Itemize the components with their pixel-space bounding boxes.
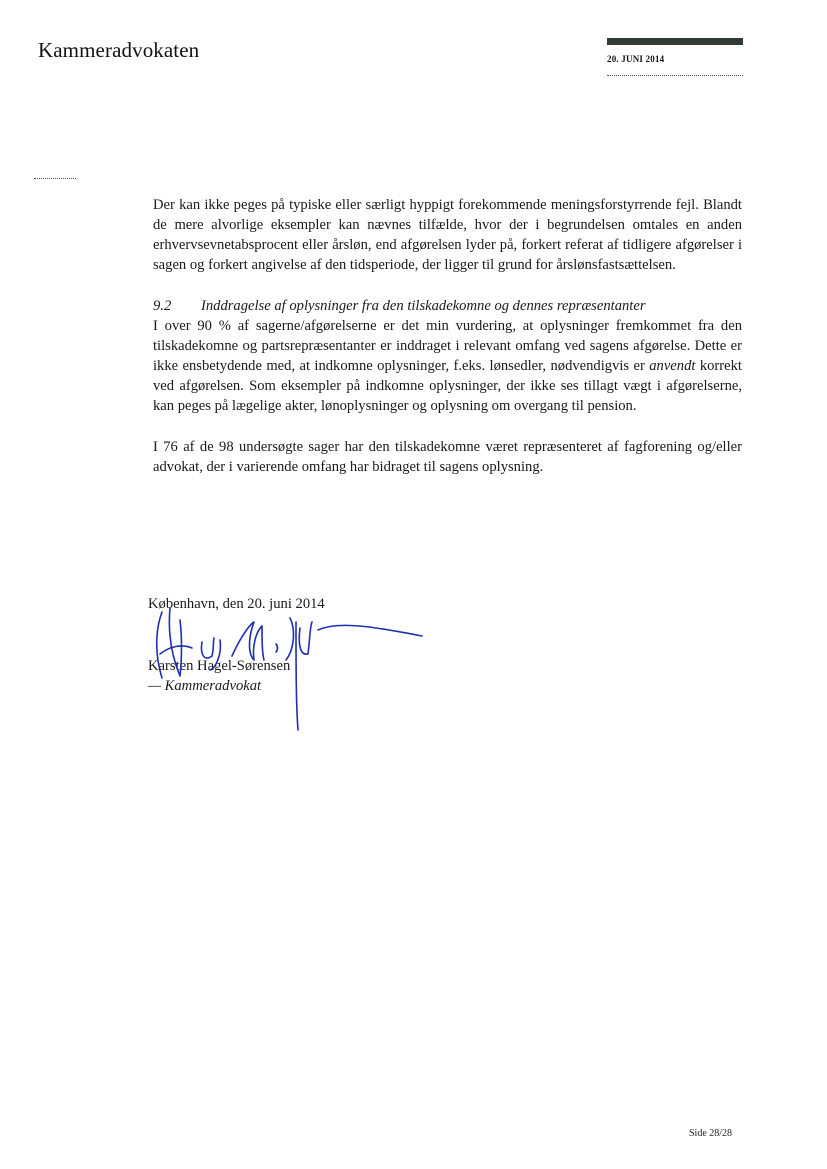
- paragraph-2-part-1: I over 90 % af sagerne/afgørelserne er det min vurdering, at oplysninger fremkommet fra den tilskadekomne og partsrepræsentanter er inddraget i relevant omfang ved sagens afgørelse. Dette er ikke ensbetydende med, at indkomne oplysninger, f.eks. lønsedler, nødvendigvis er: [153, 318, 742, 374]
- header-date: 20. JUNI 2014: [607, 54, 665, 64]
- signatory-title: — Kammeradvokat: [148, 678, 262, 694]
- section-number: 9.2: [153, 298, 172, 314]
- section-title: Inddragelse af oplysninger fra den tilskadekomne og dennes repræsentanter: [201, 298, 646, 314]
- header-rule: [607, 75, 743, 76]
- signatory-name: Karsten Hagel-Sørensen: [148, 658, 291, 674]
- handwritten-signature: [140, 594, 440, 744]
- paragraph-2-part-2: korrekt ved afgørelsen. Som eksempler på indkomne oplysninger, der ikke ses tillagt vægt i afgørelserne, kan peges på lægelige akter, lønoplysninger og oplysning om overgang til pension.: [153, 358, 742, 414]
- document-body: [153, 195, 742, 477]
- paragraph-1: Der kan ikke peges på typiske eller særligt hyppigt forekommende meningsforstyrrende fejl. Blandt de mere alvorlige eksempler kan nævnes tilfælde, hvor der i begrundelsen omtales en anden erhvervsevnetabsprocent eller årsløn, end afgørelsen lyder på, forkert referat af tidligere afgørelser i sagen og forkert angivelse af den tidsperiode, der ligger til grund for årslønsfastsættelsen.: [153, 197, 742, 273]
- page-number: Side 28/28: [689, 1128, 733, 1139]
- paragraph-2: [153, 316, 742, 416]
- letterhead-title: Kammeradvokaten: [38, 38, 200, 62]
- paragraph-3: I 76 af de 98 undersøgte sager har den tilskadekomne været repræsenteret af fagforening og/eller advokat, der i varierende omfang har bidraget til sagens oplysning.: [153, 439, 742, 475]
- place-date: København, den 20. juni 2014: [148, 596, 325, 612]
- header-bar: [607, 38, 743, 45]
- margin-mark: [34, 178, 76, 179]
- section-heading: [153, 296, 742, 316]
- paragraph-2-emphasis: anvendt: [649, 358, 696, 374]
